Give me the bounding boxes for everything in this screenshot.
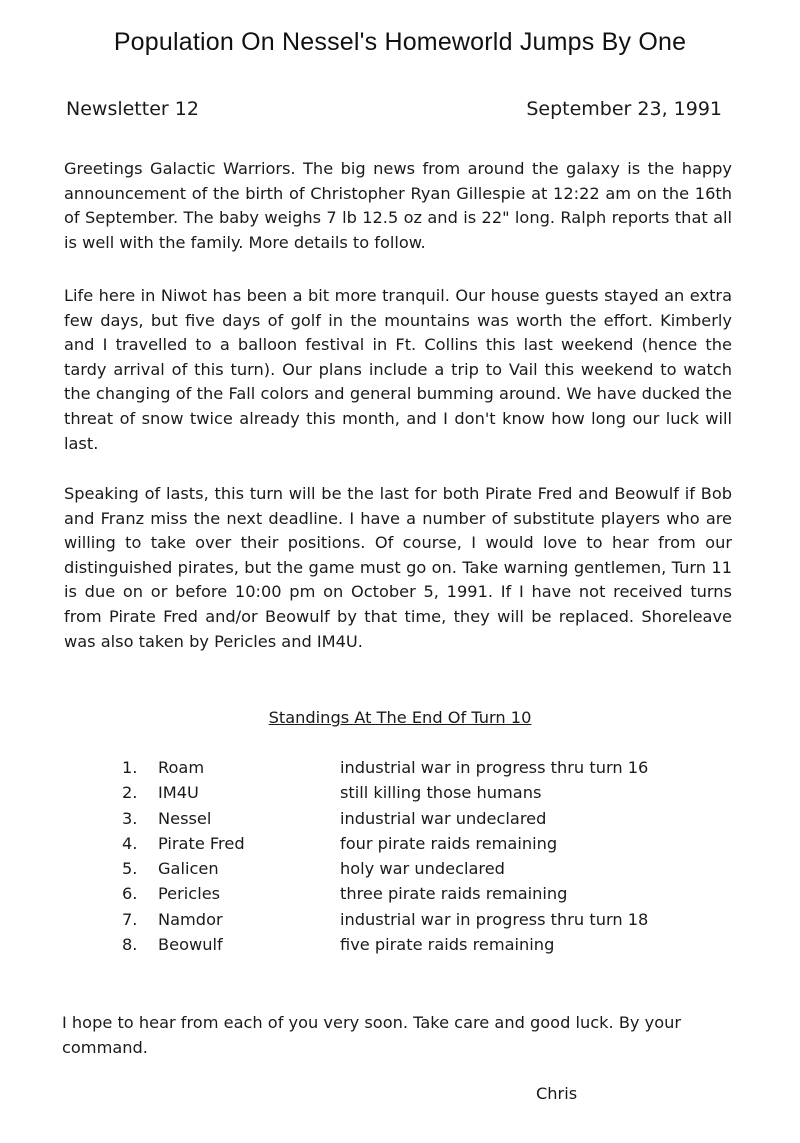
paragraph-deadline: Speaking of lasts, this turn will be the last for both Pirate Fred and Beowulf if Bob and Franz miss the next deadline. I have a number of substitute players who are willing to take over their positions. Of course, I would love to hear from our distinguished pirates, but the game must go on. Take warning gentlemen, Turn 11 is due on or before 10:00 pm on October 5, 1991. If I have not received turns from Pirate Fred and/or Beowulf by that time, they will be replaced. Shoreleave was also taken by Pericles and IM4U. [64, 484, 732, 651]
standings-player: Nessel [158, 808, 212, 828]
standings-heading: Standings At The End Of Turn 10 [268, 708, 532, 727]
standings-row [122, 881, 742, 906]
standings-status: industrial war undeclared [340, 808, 547, 828]
standings-status: holy war undeclared [340, 859, 505, 879]
newsletter-number: Newsletter 12 [66, 98, 199, 120]
standings-player: Beowulf [158, 935, 223, 955]
standings-rank: 2. [122, 783, 138, 803]
standings-status: four pirate raids remaining [340, 833, 558, 853]
standings-player: Galicen [158, 859, 219, 879]
closing-paragraph: I hope to hear from each of you very soon. Take care and good luck. By your command. [62, 1013, 682, 1057]
paragraph-niwot: Life here in Niwot has been a bit more tranquil. Our house guests stayed an extra few days, but five days of golf in the mountains was worth the effort. Kimberly and I travelled to a balloon festival in Ft. Collins this last weekend (hence the tardy arrival of this turn). Our plans include a trip to Vail this weekend to watch the changing of the Fall colors and general bumming around. We have ducked the threat of snow twice already this month, and I don't know how long our luck will last. [64, 286, 732, 453]
standings-status: industrial war in progress thru turn 18 [340, 909, 649, 929]
standings-rank: 4. [122, 833, 138, 853]
standings-row [122, 755, 742, 780]
standings-rank: 6. [122, 884, 138, 904]
newsletter-title: Population On Nessel's Homeworld Jumps By One [113, 28, 687, 56]
standings-player: Roam [158, 758, 205, 777]
standings-rank: 7. [122, 909, 138, 929]
standings-rank: 8. [122, 935, 138, 955]
standings-row [122, 907, 742, 932]
standings-rank: 1. [122, 758, 138, 777]
standings-row [122, 780, 742, 805]
standings-rank: 3. [122, 808, 138, 828]
standings-player: Pericles [158, 884, 221, 904]
standings-status: five pirate raids remaining [340, 935, 555, 955]
standings-row [122, 932, 742, 957]
standings-status: industrial war in progress thru turn 16 [340, 758, 649, 777]
standings-row [122, 831, 742, 856]
standings-player: Pirate Fred [158, 833, 245, 853]
standings-player: IM4U [158, 783, 199, 803]
signature: Chris [536, 1084, 578, 1103]
standings-row [122, 806, 742, 831]
paragraph-greetings: Greetings Galactic Warriors. The big news from around the galaxy is the happy announcement of the birth of Christopher Ryan Gillespie at 12:22 am on the 16th of September. The baby weighs 7 lb 12.5 oz and is 22" long. Ralph reports that all is well with the family. More details to follow. [64, 159, 732, 252]
standings-player: Namdor [158, 909, 223, 929]
standings-row [122, 856, 742, 881]
standings-status: three pirate raids remaining [340, 884, 568, 904]
standings-rank: 5. [122, 859, 138, 879]
newsletter-date: September 23, 1991 [526, 98, 722, 120]
standings-table [122, 755, 742, 957]
standings-status: still killing those humans [340, 783, 542, 803]
